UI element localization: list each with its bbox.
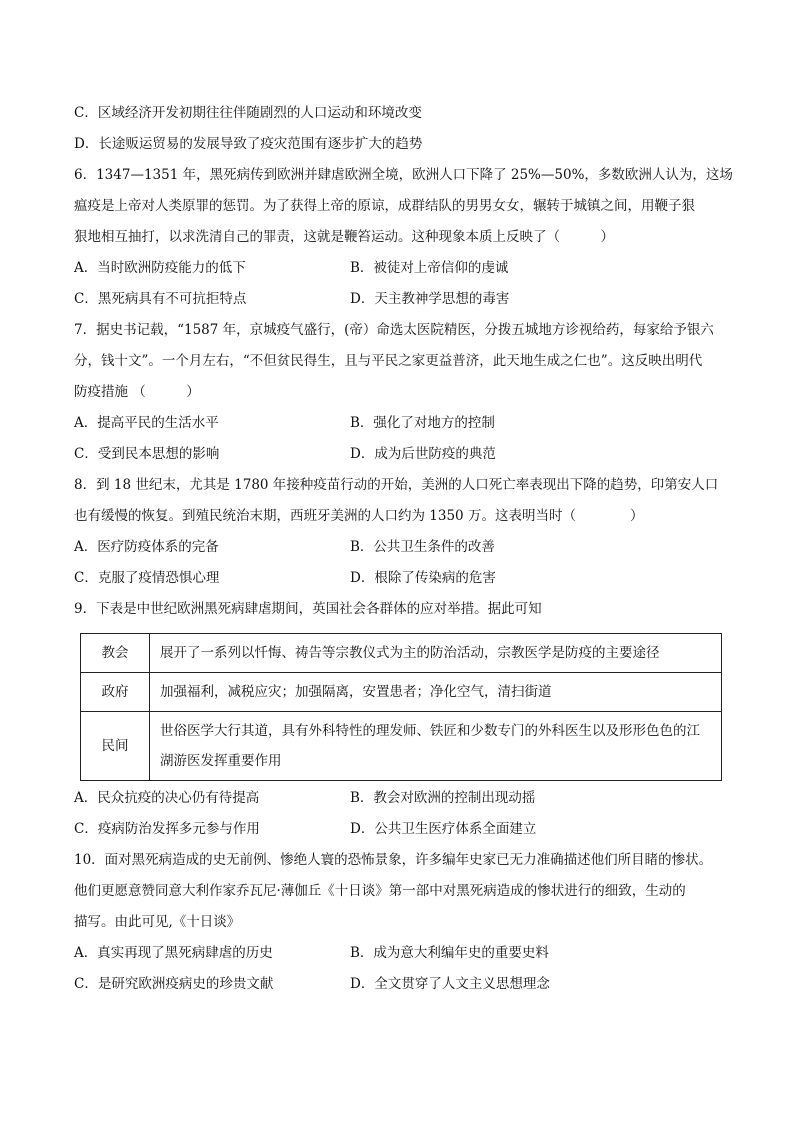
q9-option-c: C．疫病防治发挥多元参与作用: [74, 821, 260, 837]
q9-options-row: [74, 814, 724, 845]
q5-option-c: C．区域经济开发初期往往伴随剧烈的人口运动和环境改变: [74, 105, 422, 121]
q5-option-d: D．长途贩运贸易的发展导致了疫灾范围有逐步扩大的趋势: [74, 136, 423, 152]
q8-stem-line: 也有缓慢的恢复。到殖民统治末期，西班牙美洲的人口约为 1350 万。这表明当时（ ）: [74, 508, 644, 524]
q7-stem-line: 防疫措施 （ ）: [74, 384, 200, 400]
q7-option-c: C．受到民本思想的影响: [74, 446, 220, 462]
q6-option-d: D．天主教神学思想的毒害: [350, 291, 510, 307]
q7-option-a: A．提高平民的生活水平: [74, 415, 219, 431]
table-cell-group: 教会: [81, 634, 150, 673]
q8-options-row: [74, 532, 724, 563]
q10-options-row: [74, 938, 724, 969]
q10-stem-line: 他们更愿意赞同意大利作家乔瓦尼·薄伽丘《十日谈》第一部中对黑死病造成的惨状进行的细致，生动的: [74, 883, 686, 899]
table-cell-measures: 加强福利，减税应灾；加强隔离，安置患者；净化空气，清扫街道: [150, 673, 722, 712]
q7-stem-line: 7．据史书记载，“1587 年，京城疫气盛行，(帝）命选太医院精医，分拨五城地方诊视给药，每家给予银六: [74, 322, 714, 338]
q8-stem-line: 8．到 18 世纪末，尤其是 1780 年接种疫苗行动的开始，美洲的人口死亡率表现出下降的趋势，印第安人口: [74, 477, 719, 493]
q10-option-d: D．全文贯穿了人文主义思想理念: [350, 976, 550, 992]
q6-option-c: C．黑死病具有不可抗拒特点: [74, 291, 247, 307]
q9-table: [80, 633, 722, 781]
q7-option-d: D．成为后世防疫的典范: [350, 446, 496, 462]
q8-option-d: D．根除了传染病的危害: [350, 570, 496, 586]
q9-option-a: A．民众抗疫的决心仍有待提高: [74, 790, 260, 806]
table-cell-measures: 世俗医学大行其道，具有外科特性的理发师、铁匠和少数专门的外科医生以及形形色色的江湖游医发挥重要作用: [150, 712, 722, 781]
q9-option-d: D．公共卫生医疗体系全面建立: [350, 821, 537, 837]
q10-stem-line: 描写。由此可见,《十日谈》: [74, 914, 241, 930]
q8-option-b: B．公共卫生条件的改善: [350, 539, 495, 555]
q9-options-row: [74, 783, 724, 814]
table-cell-group: 政府: [81, 673, 150, 712]
q9-stem-line: 9．下表是中世纪欧洲黑死病肆虐期间，英国社会各群体的应对举措。据此可知: [74, 601, 542, 617]
q10-option-c: C．是研究欧洲疫病史的珍贵文献: [74, 976, 274, 992]
q6-options-row: [74, 284, 724, 315]
exam-page: [74, 98, 733, 1000]
q8-options-row: [74, 563, 724, 594]
q7-option-b: B．强化了对地方的控制: [350, 415, 495, 431]
table-cell-group: 民间: [81, 712, 150, 781]
table-cell-measures: 展开了一系列以忏悔、祷告等宗教仪式为主的防治活动，宗教医学是防疫的主要途径: [150, 634, 722, 673]
q7-options-row: [74, 439, 724, 470]
q10-options-row: [74, 969, 724, 1000]
q6-option-b: B．被徒对上帝信仰的虔诚: [350, 260, 509, 276]
q6-stem-line: 瘟疫是上帝对人类原罪的惩罚。为了获得上帝的原谅，成群结队的男男女女，辗转于城镇之间，用鞭子狠: [74, 198, 695, 214]
table-row: [81, 673, 722, 712]
q8-option-c: C．克服了疫情恐惧心理: [74, 570, 220, 586]
table-row: [81, 634, 722, 673]
q10-option-b: B．成为意大利编年史的重要史料: [350, 945, 549, 961]
q10-option-a: A．真实再现了黑死病肆虐的历史: [74, 945, 273, 961]
q9-option-b: B．教会对欧洲的控制出现动摇: [350, 790, 536, 806]
q7-stem-line: 分，钱十文”。一个月左右，“不但贫民得生，且与平民之家更益普济，此天地生成之仁也”。这反映出明代: [74, 353, 703, 369]
q6-options-row: [74, 253, 724, 284]
q7-options-row: [74, 408, 724, 439]
q8-option-a: A．医疗防疫体系的完备: [74, 539, 219, 555]
q6-option-a: A．当时欧洲防疫能力的低下: [74, 260, 246, 276]
q6-stem-line: 6．1347—1351 年，黑死病传到欧洲并肆虐欧洲全境，欧洲人口下降了 25%—50%，多数欧洲人认为，这场: [74, 167, 733, 183]
q6-stem-line: 狠地相互抽打，以求洗清自己的罪责，这就是鞭笞运动。这种现象本质上反映了（ ）: [74, 229, 614, 245]
table-row: [81, 712, 722, 781]
q10-stem-line: 10．面对黑死病造成的史无前例、惨绝人寰的恐怖景象，许多编年史家已无力准确描述他们所目睹的惨状。: [74, 852, 713, 868]
